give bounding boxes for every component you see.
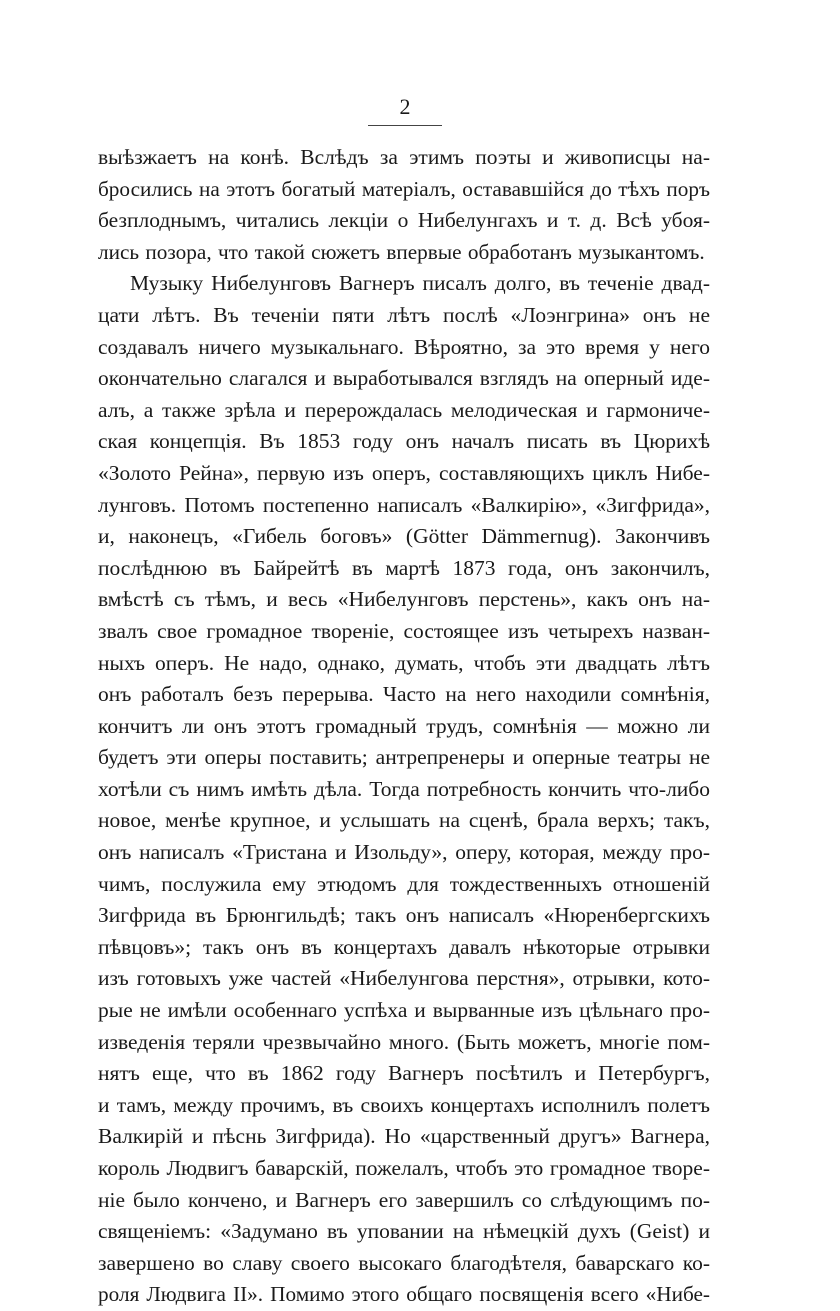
text-line: Зигфрида въ Брюнгильдѣ; такъ онъ написалъ «Нюренбергскихъ	[98, 903, 710, 928]
text-line: изъ готовыхъ уже частей «Нибелунгова перстня», отрывки, кото-	[98, 966, 710, 991]
text-line: окончательно слагался и выработывался взглядъ на оперный иде-	[98, 366, 710, 391]
text-line: нятъ еще, что въ 1862 году Вагнеръ посѣтилъ и Петербургъ,	[98, 1061, 710, 1086]
body-text	[98, 142, 710, 1311]
text-line: «Золото Рейна», первую изъ оперъ, составляющихъ циклъ Нибе-	[98, 460, 710, 485]
text-line: послѣднюю въ Байрейтѣ въ мартѣ 1873 года, онъ закончилъ,	[98, 555, 710, 580]
text-line: рые не имѣли особеннаго успѣха и вырванные изъ цѣльнаго про-	[98, 998, 710, 1023]
text-line: безплоднымъ, читались лекціи о Нибелунгахъ и т. д. Всѣ убоя-	[98, 208, 710, 233]
text-line: роля Людвига II». Помимо этого общаго посвященія всего «Нибе-	[98, 1282, 710, 1307]
text-line: Валкирій и пѣснь Зигфрида). Но «царственный другъ» Вагнера,	[98, 1124, 710, 1149]
text-line: лунговъ. Потомъ постепенно написалъ «Валкирію», «Зигфрида»,	[98, 492, 710, 517]
text-line: лись позора, что такой сюжетъ впервые обработанъ музыкантомъ.	[98, 239, 705, 264]
text-line: и тамъ, между прочимъ, въ своихъ концертахъ исполнилъ полетъ	[98, 1092, 710, 1117]
text-line: изведенія теряли чрезвычайно много. (Быть можетъ, многіе пом-	[98, 1029, 710, 1054]
text-line: ніе было кончено, и Вагнеръ его завершилъ со слѣдующимъ по-	[98, 1187, 710, 1212]
text-line: будетъ эти оперы поставить; антрепренеры и оперные театры не	[98, 745, 710, 770]
text-line: завершено во славу своего высокаго благодѣтеля, баварскаго ко-	[98, 1250, 710, 1275]
text-line: король Людвигъ баварскій, пожелалъ, чтобъ это громадное творе-	[98, 1156, 710, 1180]
page-number: 2	[399, 94, 411, 119]
text-line: хотѣли съ нимъ имѣть дѣла. Тогда потребность кончить что-либо	[98, 776, 710, 801]
text-line: онъ работалъ безъ перерыва. Часто на него находили сомнѣнія,	[98, 682, 710, 707]
text-line: бросились на этотъ богатый матеріалъ, остававшійся до тѣхъ поръ	[98, 176, 710, 201]
text-line: и, наконецъ, «Гибель боговъ» (Götter Dämmernug). Закончивъ	[98, 524, 710, 549]
text-line: священіемъ: «Задумано въ уповании на нѣмецкій духъ (Geist) и	[98, 1219, 710, 1244]
text-line: онъ написалъ «Тристана и Изольду», оперу, которая, между про-	[98, 840, 710, 865]
text-line: ская концепція. Въ 1853 году онъ началъ писать въ Цюрихѣ	[98, 429, 710, 454]
page-number-rule	[368, 125, 442, 126]
text-line: новое, менѣе крупное, и услышать на сценѣ, брала верхъ; такъ,	[98, 808, 710, 833]
text-line: вмѣстѣ съ тѣмъ, и весь «Нибелунговъ перстень», какъ онъ на-	[98, 587, 710, 612]
text-line: кончитъ ли онъ этотъ громадный трудъ, сомнѣнія — можно ли	[98, 713, 710, 738]
text-line: Музыку Нибелунговъ Вагнеръ писалъ долго, въ теченіе двад-	[130, 271, 710, 296]
text-line: пѣвцовъ»; такъ онъ въ концертахъ давалъ нѣкоторые отрывки	[98, 934, 710, 959]
text-line: ныхъ оперъ. Не надо, однако, думать, чтобъ эти двадцать лѣтъ	[98, 650, 710, 675]
text-line: создавалъ ничего музыкальнаго. Вѣроятно, за это время у него	[98, 334, 710, 359]
text-line: алъ, а также зрѣла и перерождалась мелодическая и гармониче-	[98, 397, 710, 422]
text-line: чимъ, послужила ему этюдомъ для тождественныхъ отношеній	[98, 871, 710, 896]
text-line: звалъ свое громадное твореніе, состоящее изъ четырехъ назван-	[98, 618, 710, 643]
text-line: выѣзжаетъ на конѣ. Вслѣдъ за этимъ поэты и живописцы на-	[98, 145, 710, 169]
text-line: цати лѣтъ. Въ теченіи пяти лѣтъ послѣ «Лоэнгрина» онъ не	[98, 302, 710, 327]
